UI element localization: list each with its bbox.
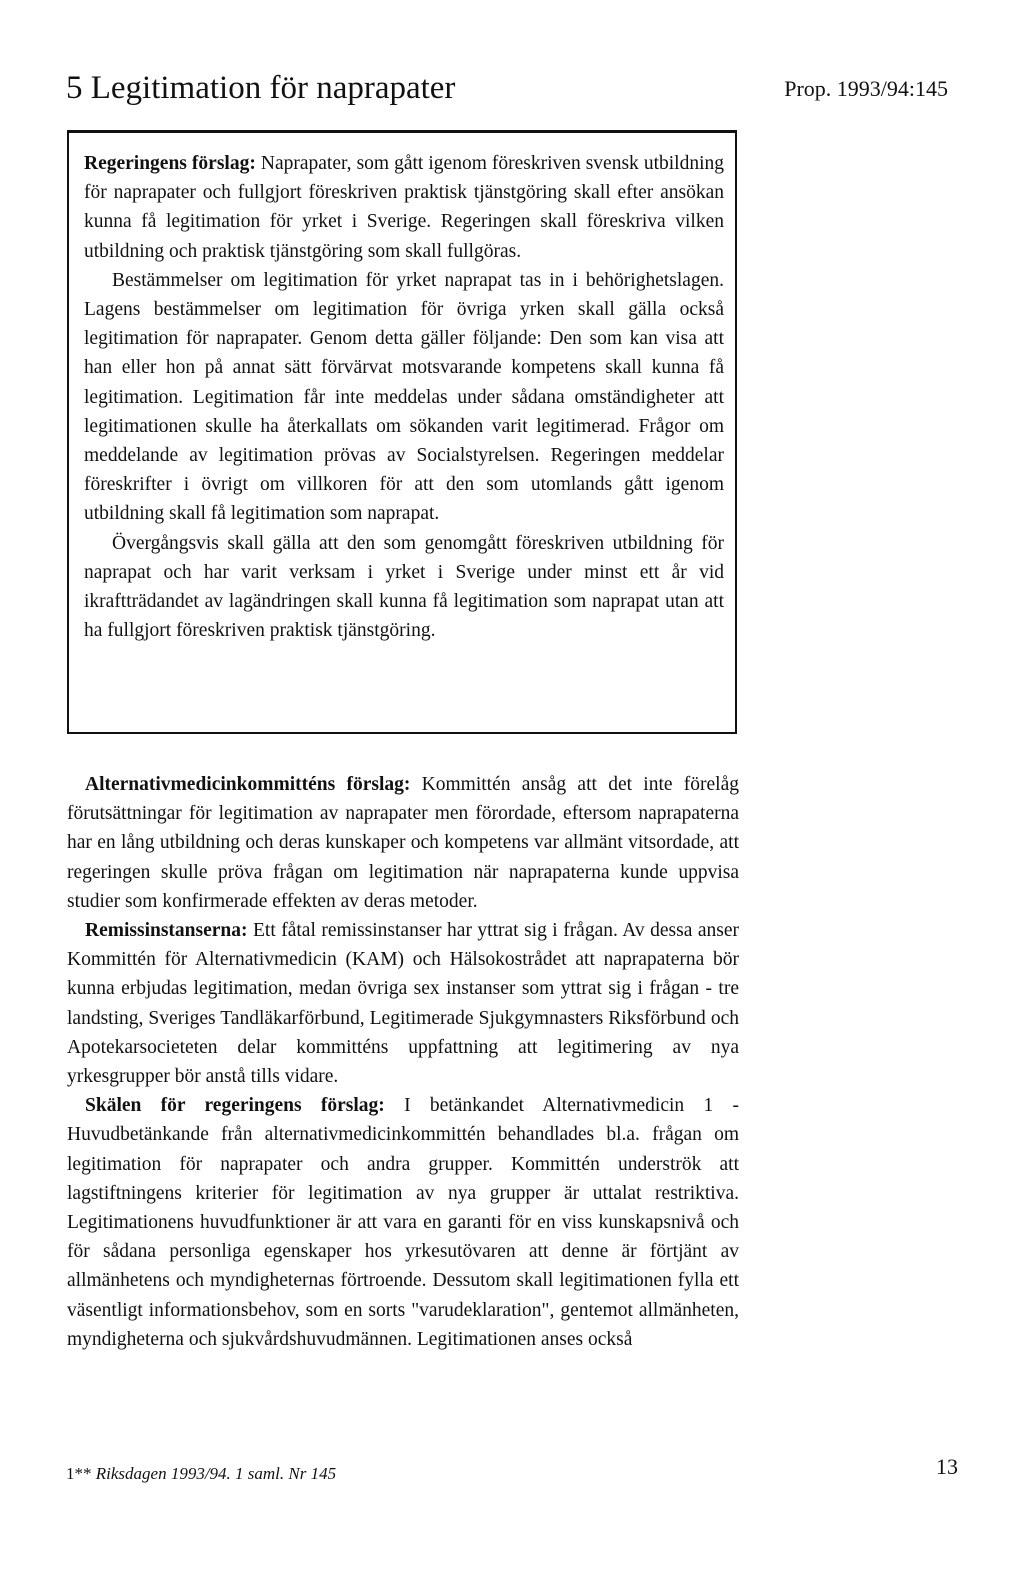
footer-mark: 1** <box>66 1464 92 1483</box>
reasons-text: I betänkandet Alternativmedicin 1 - Huvudbetänkande från alternativmedicinkommittén behandlades bl.a. frågan om legitimation för naprapater och andra grupper. Kommittén underströk att lagstiftningens kriterier för legitimation av nya grupper är uttalat restriktiva. Legitimationens huvudfunktioner är att vara en garanti för en viss kunskapsnivå och för sådana personliga egenskaper hos yrkesutövaren att denne är förtjänt av allmänhetens och myndigheternas förtroende. Dessutom skall legitimationen fylla ett väsentligt informationsbehov, som en sorts "varudeklaration", gentemot allmänheten, myndigheterna och sjukvårdshuvudmännen. Legitimationen anses också <box>67 1095 739 1350</box>
remiss-paragraph <box>67 916 739 1091</box>
box-lead: Regeringens förslag: <box>84 153 256 174</box>
committee-paragraph <box>67 770 739 916</box>
reasons-paragraph <box>67 1091 739 1354</box>
box-content <box>84 149 724 645</box>
box-paragraph-3: Övergångsvis skall gälla att den som genomgått föreskriven utbildning för naprapat och har varit verksam i yrket i Sverige under minst ett år vid ikraftträdandet av lagändringen skall kunna få legitimation som naprapat utan att ha fullgjort föreskriven praktisk tjänstgöring. <box>84 532 724 642</box>
footer-source-text: Riksdagen 1993/94. 1 saml. Nr 145 <box>95 1464 337 1483</box>
reasons-lead: Skälen för regeringens förslag: <box>85 1095 385 1117</box>
body-text <box>67 770 739 1354</box>
committee-text: Kommittén ansåg att det inte förelåg förutsättningar för legitimation av naprapater men förordade, eftersom naprapaterna har en lång utbildning och deras kunskaper och kompetens var allmänt vitsordade, att regeringen skulle pröva frågan om legitimation när naprapaterna kunde uppvisa studier som konfirmerade effekten av deras metoder. <box>67 774 740 912</box>
box-paragraph-1-text: Naprapater, som gått igenom föreskriven svensk utbildning för naprapater och fullgjort föreskriven praktisk tjänstgöring skall efter ansökan kunna få legitimation för yrket i Sverige. Regeringen skall föreskriva vilken utbildning och praktisk tjänstgöring som skall fullgöras. <box>84 153 724 262</box>
government-proposal-box <box>67 130 737 734</box>
page-number: 13 <box>936 1454 958 1479</box>
box-paragraph-2: Bestämmelser om legitimation för yrket naprapat tas in i behörighetslagen. Lagens bestämmelser om legitimation för övriga yrken skall gälla också legitimation för naprapater. Genom detta gäller följande: Den som kan visa att han eller hon på annat sätt förvärvat motsvarande kompetens skall kunna få legitimation. Legitimation får inte meddelas under sådana omständigheter att legitimationen skulle ha återkallats om sökanden varit legitimerad. Frågor om meddelande av legitimation prövas av Socialstyrelsen. Regeringen meddelar föreskrifter i övrigt om villkoren för att den som utomlands gått igenom utbildning skall få legitimation som naprapat. <box>84 269 724 525</box>
footer-source <box>66 1462 336 1486</box>
box-paragraph-1 <box>84 149 724 266</box>
remiss-text: Ett fåtal remissinstanser har yttrat sig i frågan. Av dessa anser Kommittén för Alternativmedicin (KAM) och Hälsokostrådet att naprapaterna bör kunna erbjudas legitimation, medan övriga sex instanser som yttrat sig i frågan - tre landsting, Sveriges Tandläkarförbund, Legitimerade Sjukgymnasters Riksförbund och Apotekarsocieteten delar kommitténs uppfattning att legitimering av nya yrkesgrupper bör anstå tills vidare. <box>67 920 740 1088</box>
chapter-title: 5 Legitimation för naprapater <box>66 70 456 106</box>
remiss-lead: Remissinstanserna: <box>85 920 248 942</box>
committee-lead: Alternativmedicinkommitténs förslag: <box>85 774 411 795</box>
proposition-reference: Prop. 1993/94:145 <box>784 76 948 101</box>
